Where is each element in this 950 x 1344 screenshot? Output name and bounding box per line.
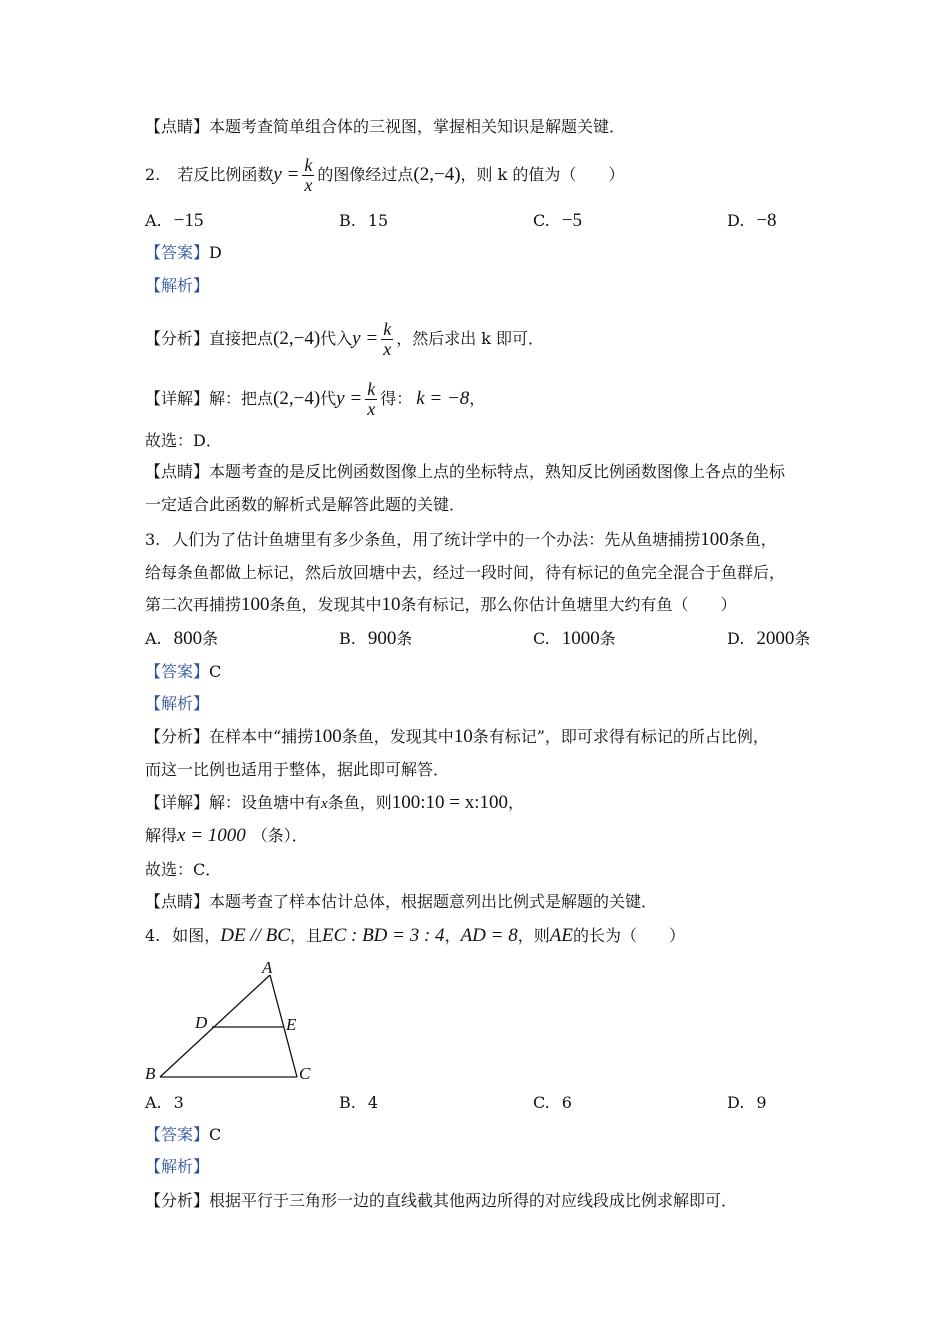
q2-option-a: A. −15 — [145, 210, 204, 231]
q3-dianjing: 【点睛】本题考查了样本估计总体，根据题意列出比例式是解题的关键． — [145, 892, 658, 911]
q2-option-c: C. −5 — [533, 210, 582, 231]
q4-option-d: D. 9 — [727, 1093, 767, 1112]
q2-analysis-heading: 【解析】 — [145, 276, 210, 295]
q3-fenxi-2: 而这一比例也适用于整体，据此即可解答． — [145, 760, 450, 779]
q3-option-d: D. 2000条 — [727, 628, 811, 649]
q3-number: 3. — [145, 530, 161, 549]
q2-dianjing-2: 一定适合此函数的解析式是解答此题的关键． — [145, 495, 466, 514]
label-c: C — [299, 1064, 311, 1083]
label-b: B — [145, 1064, 156, 1083]
q4-option-b: B. 4 — [339, 1093, 379, 1112]
q3-solve: 解得x = 1000 （条）． — [145, 825, 308, 846]
q3-option-a: A. 800条 — [145, 628, 219, 649]
q4-fenxi: 【分析】根据平行于三角形一边的直线截其他两边所得的对应线段成比例求解即可． — [145, 1191, 738, 1210]
q4-number: 4. — [145, 926, 161, 945]
q3-option-c: C. 1000条 — [533, 628, 616, 649]
q3-stem-line3: 第二次再捕捞100条鱼，发现其中10条有标记，那么你估计鱼塘里大约有鱼（ ） — [145, 594, 737, 615]
q3-answer: 【答案】C — [145, 662, 222, 681]
q2-fraction: $\frac{k}{x}$ — [304, 155, 313, 195]
side-ab — [160, 975, 270, 1077]
q3-stem-line2: 给每条鱼都做上标记，然后放回塘中去，经过一段时间，待有标记的鱼完全混合于鱼群后， — [145, 563, 786, 582]
q4-option-a: A. 3 — [145, 1093, 184, 1112]
q4-answer: 【答案】C — [145, 1125, 222, 1144]
q2-fenxi: 【分析】直接把点(2,−4)代入y = $\frac{k}{x}$ ，然后求出 k 即可． — [145, 319, 545, 359]
q2-choose: 故选：D． — [145, 431, 222, 450]
q2-point: (2,−4) — [413, 164, 461, 185]
q3-stem-line1: 3. 人们为了估计鱼塘里有多少条鱼，用了统计学中的一个办法：先从鱼塘捕捞100条鱼， — [145, 529, 777, 550]
q2-func-y: y = — [273, 164, 300, 185]
q2-answer: 【答案】D — [145, 243, 222, 262]
q2-option-b: B. 15 — [339, 211, 389, 230]
q2-option-d: D. −8 — [727, 210, 777, 231]
q4-triangle-figure — [140, 955, 330, 1085]
q2-dianjing-1: 【点睛】本题考查的是反比例函数图像上点的坐标特点，熟知反比例函数图像上各点的坐标 — [145, 462, 786, 481]
q2-xiangjie: 【详解】解：把点(2,−4)代y = $\frac{k}{x}$ 得： k = −8， — [145, 379, 486, 419]
q4-analysis-heading: 【解析】 — [145, 1157, 210, 1176]
q3-option-b: B. 900条 — [339, 628, 413, 649]
q2-number: 2. — [145, 165, 161, 184]
q1-dianjing: 【点睛】本题考查简单组合体的三视图，掌握相关知识是解题关键． — [145, 117, 626, 136]
q3-choose: 故选：C． — [145, 860, 222, 879]
q3-fenxi-1: 【分析】在样本中“捕捞100条鱼，发现其中10条有标记”，即可求得有标记的所占比例， — [145, 726, 769, 747]
q2-stem: 2. 若反比例函数y = $\frac{k}{x}$ 的图像经过点(2,−4)，则 k 的值为（ ） — [145, 155, 625, 195]
q4-stem: 4. 如图，DE // BC，且EC : BD = 3 : 4，AD = 8，则AE的长为（ ） — [145, 925, 685, 946]
q3-xiangjie: 【详解】解：设鱼塘中有x条鱼，则100:10 = x:100， — [145, 792, 525, 813]
q4-option-c: C. 6 — [533, 1093, 572, 1112]
q3-analysis-heading: 【解析】 — [145, 694, 210, 713]
label-e: E — [286, 1015, 297, 1034]
label-d: D — [195, 1013, 208, 1032]
label-a: A — [262, 958, 273, 977]
